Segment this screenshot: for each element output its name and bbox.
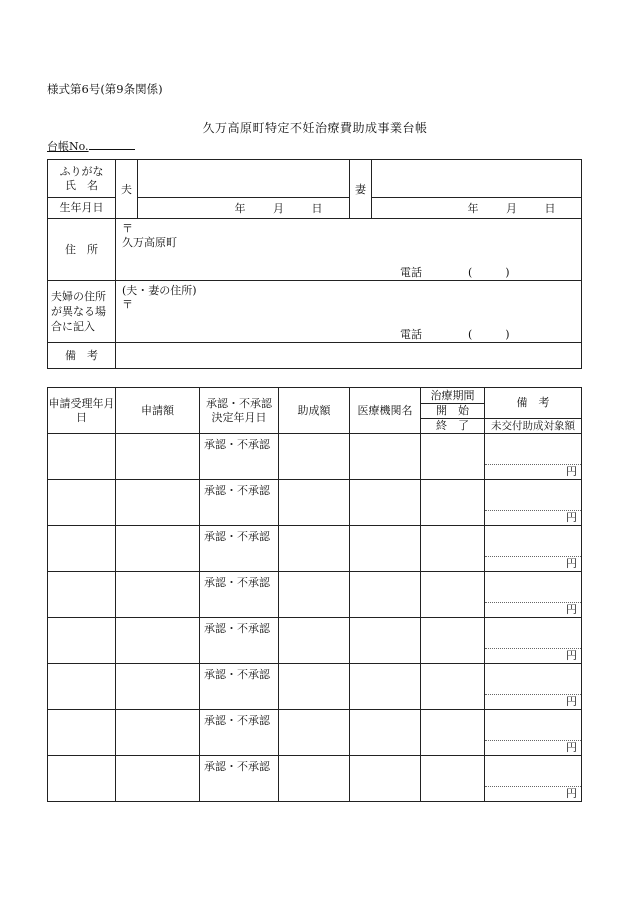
receipt-date-cell[interactable] bbox=[48, 480, 116, 526]
phone-label: 電話 bbox=[400, 266, 422, 279]
name-label: 氏 名 bbox=[65, 178, 98, 192]
institution-cell[interactable] bbox=[350, 434, 421, 480]
institution-cell[interactable] bbox=[350, 756, 421, 802]
remark-note-field[interactable] bbox=[485, 664, 581, 695]
grant-amount-cell[interactable] bbox=[279, 664, 350, 710]
approval-cell[interactable]: 承認・不承認 bbox=[200, 710, 279, 756]
treatment-period-cell[interactable] bbox=[421, 572, 485, 618]
start-header: 開 始 bbox=[421, 404, 485, 419]
remark-note-field[interactable] bbox=[485, 434, 581, 465]
table-row bbox=[48, 434, 582, 480]
decision-date-header-label: 決定年月日 bbox=[211, 410, 267, 424]
grant-amount-cell[interactable] bbox=[279, 480, 350, 526]
treatment-period-header: 治療期間 bbox=[421, 388, 485, 404]
amount-requested-cell[interactable] bbox=[116, 526, 200, 572]
approval-cell[interactable]: 承認・不承認 bbox=[200, 618, 279, 664]
treatment-period-cell[interactable] bbox=[421, 480, 485, 526]
approval-cell[interactable]: 承認・不承認 bbox=[200, 572, 279, 618]
phone-label: 電話 bbox=[400, 328, 422, 341]
receipt-date-cell[interactable] bbox=[48, 618, 116, 664]
phone-parens: ( ) bbox=[468, 266, 510, 279]
treatment-period-cell[interactable] bbox=[421, 664, 485, 710]
remarks-cell[interactable] bbox=[485, 572, 582, 618]
receipt-date-cell[interactable] bbox=[48, 664, 116, 710]
institution-cell[interactable] bbox=[350, 526, 421, 572]
institution-cell[interactable] bbox=[350, 664, 421, 710]
amount-requested-cell[interactable] bbox=[116, 572, 200, 618]
yen-label: 円 bbox=[566, 603, 577, 616]
receipt-date-cell[interactable] bbox=[48, 572, 116, 618]
husband-label: 夫 bbox=[116, 160, 138, 219]
approval-cell[interactable]: 承認・不承認 bbox=[200, 664, 279, 710]
postal-mark: 〒 bbox=[122, 298, 133, 311]
remark-note-field[interactable] bbox=[485, 572, 581, 603]
remark-note-field[interactable] bbox=[485, 618, 581, 649]
remarks-field[interactable] bbox=[116, 343, 582, 369]
yen-label: 円 bbox=[566, 787, 577, 800]
year-label: 年 bbox=[234, 202, 246, 215]
table-row bbox=[48, 710, 582, 756]
approval-header bbox=[200, 388, 279, 434]
wife-name-field[interactable] bbox=[372, 160, 582, 198]
remarks-cell[interactable] bbox=[485, 664, 582, 710]
name-label-cell bbox=[48, 160, 116, 198]
amount-requested-cell[interactable] bbox=[116, 480, 200, 526]
table-row bbox=[48, 756, 582, 802]
wife-birth-date-field[interactable] bbox=[372, 198, 582, 219]
treatment-period-cell[interactable] bbox=[421, 756, 485, 802]
different-address-field[interactable] bbox=[116, 281, 582, 343]
yen-label: 円 bbox=[566, 557, 577, 570]
grant-amount-cell[interactable] bbox=[279, 434, 350, 480]
yen-label: 円 bbox=[566, 649, 577, 662]
table-row bbox=[48, 480, 582, 526]
approval-cell[interactable]: 承認・不承認 bbox=[200, 526, 279, 572]
yen-label: 円 bbox=[566, 511, 577, 524]
remarks-header: 備 考 bbox=[485, 388, 582, 419]
phone-parens: ( ) bbox=[468, 328, 510, 341]
ledger-number bbox=[47, 138, 135, 154]
table-row bbox=[48, 618, 582, 664]
treatment-period-cell[interactable] bbox=[421, 710, 485, 756]
personal-info-table bbox=[47, 159, 582, 369]
table-row bbox=[48, 572, 582, 618]
application-table bbox=[47, 387, 582, 802]
day-label: 日 bbox=[544, 202, 556, 215]
yen-label: 円 bbox=[566, 741, 577, 754]
amount-requested-cell[interactable] bbox=[116, 710, 200, 756]
approval-cell[interactable]: 承認・不承認 bbox=[200, 434, 279, 480]
remarks-cell[interactable] bbox=[485, 480, 582, 526]
unpaid-target-header: 未交付助成対象額 bbox=[485, 419, 582, 434]
institution-cell[interactable] bbox=[350, 618, 421, 664]
form-number-label: 様式第6号(第9条関係) bbox=[47, 82, 163, 96]
institution-cell[interactable] bbox=[350, 480, 421, 526]
receipt-date-cell[interactable] bbox=[48, 434, 116, 480]
town-name: 久万高原町 bbox=[122, 236, 177, 249]
approval-cell[interactable]: 承認・不承認 bbox=[200, 480, 279, 526]
receipt-date-cell[interactable] bbox=[48, 526, 116, 572]
receipt-date-header: 申請受理年月日 bbox=[48, 388, 116, 434]
postal-mark: 〒 bbox=[122, 222, 133, 235]
wife-label: 妻 bbox=[350, 160, 372, 219]
application-rows bbox=[48, 434, 582, 802]
remarks-label: 備 考 bbox=[48, 343, 116, 369]
amount-requested-header: 申請額 bbox=[116, 388, 200, 434]
treatment-period-cell[interactable] bbox=[421, 618, 485, 664]
remarks-cell[interactable] bbox=[485, 618, 582, 664]
amount-requested-cell[interactable] bbox=[116, 664, 200, 710]
remarks-cell[interactable] bbox=[485, 526, 582, 572]
remarks-cell[interactable] bbox=[485, 434, 582, 480]
remarks-cell[interactable] bbox=[485, 710, 582, 756]
yen-label: 円 bbox=[566, 465, 577, 478]
husband-birth-date-field[interactable] bbox=[138, 198, 350, 219]
receipt-date-cell[interactable] bbox=[48, 710, 116, 756]
different-address-label: 夫婦の住所が異なる場合に記入 bbox=[48, 281, 116, 343]
document-title: 久万高原町特定不妊治療費助成事業台帳 bbox=[202, 121, 428, 135]
grant-amount-cell[interactable] bbox=[279, 756, 350, 802]
remark-note-field[interactable] bbox=[485, 756, 581, 787]
birth-date-label: 生年月日 bbox=[48, 198, 116, 219]
receipt-date-cell[interactable] bbox=[48, 756, 116, 802]
ledger-number-label: 台帳No. bbox=[47, 140, 89, 153]
amount-requested-cell[interactable] bbox=[116, 756, 200, 802]
treatment-period-cell[interactable] bbox=[421, 526, 485, 572]
treatment-period-cell[interactable] bbox=[421, 434, 485, 480]
remarks-cell[interactable] bbox=[485, 756, 582, 802]
amount-requested-cell[interactable] bbox=[116, 618, 200, 664]
grant-amount-cell[interactable] bbox=[279, 618, 350, 664]
approval-header-label: 承認・不承認 bbox=[206, 396, 272, 410]
grant-amount-cell[interactable] bbox=[279, 526, 350, 572]
day-label: 日 bbox=[311, 202, 323, 215]
ledger-number-field[interactable] bbox=[89, 139, 135, 150]
remark-note-field[interactable] bbox=[485, 710, 581, 741]
table-row bbox=[48, 664, 582, 710]
institution-cell[interactable] bbox=[350, 710, 421, 756]
furigana-label: ふりがな bbox=[59, 164, 104, 178]
table-row bbox=[48, 526, 582, 572]
address-label: 住 所 bbox=[48, 219, 116, 281]
institution-header: 医療機関名 bbox=[350, 388, 421, 434]
grant-amount-cell[interactable] bbox=[279, 572, 350, 618]
amount-requested-cell[interactable] bbox=[116, 434, 200, 480]
yen-label: 円 bbox=[566, 695, 577, 708]
husband-name-field[interactable] bbox=[138, 160, 350, 198]
approval-cell[interactable]: 承認・不承認 bbox=[200, 756, 279, 802]
remark-note-field[interactable] bbox=[485, 526, 581, 557]
month-label: 月 bbox=[273, 202, 284, 215]
address-field[interactable] bbox=[116, 219, 582, 281]
grant-amount-cell[interactable] bbox=[279, 710, 350, 756]
institution-cell[interactable] bbox=[350, 572, 421, 618]
month-label: 月 bbox=[506, 202, 517, 215]
year-label: 年 bbox=[467, 202, 479, 215]
remark-note-field[interactable] bbox=[485, 480, 581, 511]
end-header: 終 了 bbox=[421, 419, 485, 434]
grant-amount-header: 助成額 bbox=[279, 388, 350, 434]
spouse-address-note: (夫・妻の住所) bbox=[122, 284, 197, 297]
